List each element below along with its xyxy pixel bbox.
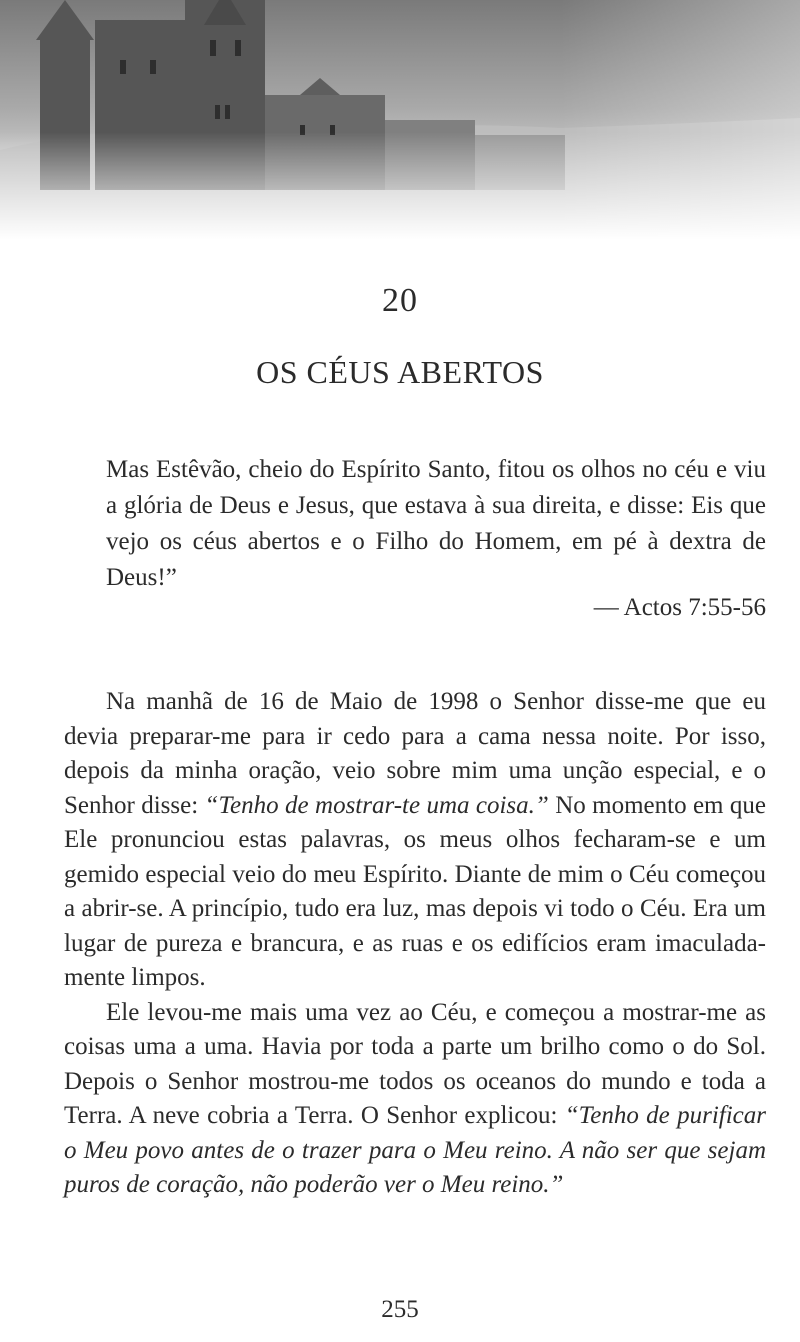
paragraph (64, 996, 766, 1203)
italic-quote: “Tenho de purificar o Meu povo antes de o trazer para o Meu reino. A não ser que sejam puros de coração, não poderão ver o Meu reino.” (64, 1102, 766, 1198)
chapter-title: OS CÉUS ABERTOS (256, 354, 544, 390)
paragraph-text: Na manhã de 16 de Maio de 1998 o Senhor disse-me que eu devia preparar-me para ir cedo para a cama nessa noite. Por isso, depois da minha oração, veio sobre mim uma unção especial, e o Senhor disse: (64, 688, 766, 819)
epigraph-source: — Actos 7:55-56 (593, 594, 766, 621)
castle-icon (0, 0, 800, 240)
paragraph-text: No momento em que Ele pronunciou estas palavras, os meus olhos fecharam-se e um gemido especial veio do meu Espírito. Diante de mim o Céu começou a abrir-se. A princípio, tudo era luz, mas depois vi todo o Céu. Era um lugar de pureza e brancura, e as ruas e os edifícios eram imaculada-mente limpos. (64, 791, 766, 991)
epigraph-quote: Mas Estêvão, cheio do Espírito Santo, fitou os olhos no céu e viu a glória de Deus e Jesus, que estava à sua direita, e disse: Eis que vejo os céus abertos e o Filho do Homem, em pé à dextra de Deus!” (106, 456, 766, 591)
chapter-number: 20 (382, 282, 418, 319)
body-text (64, 685, 766, 1203)
italic-quote: “Tenho de mostrar-te uma coisa.” (204, 791, 549, 819)
paragraph (64, 685, 766, 996)
header-castle-illustration (0, 0, 800, 240)
page-number: 255 (381, 1296, 419, 1323)
paragraph-text: Ele levou-me mais uma vez ao Céu, e começou a mostrar-me as coisas uma a uma. Havia por toda a parte um brilho como o do Sol. Depois o Senhor mostrou-me todos os oceanos do mundo e toda a Terra. A neve cobria a Terra. O Senhor explicou: (64, 998, 766, 1129)
